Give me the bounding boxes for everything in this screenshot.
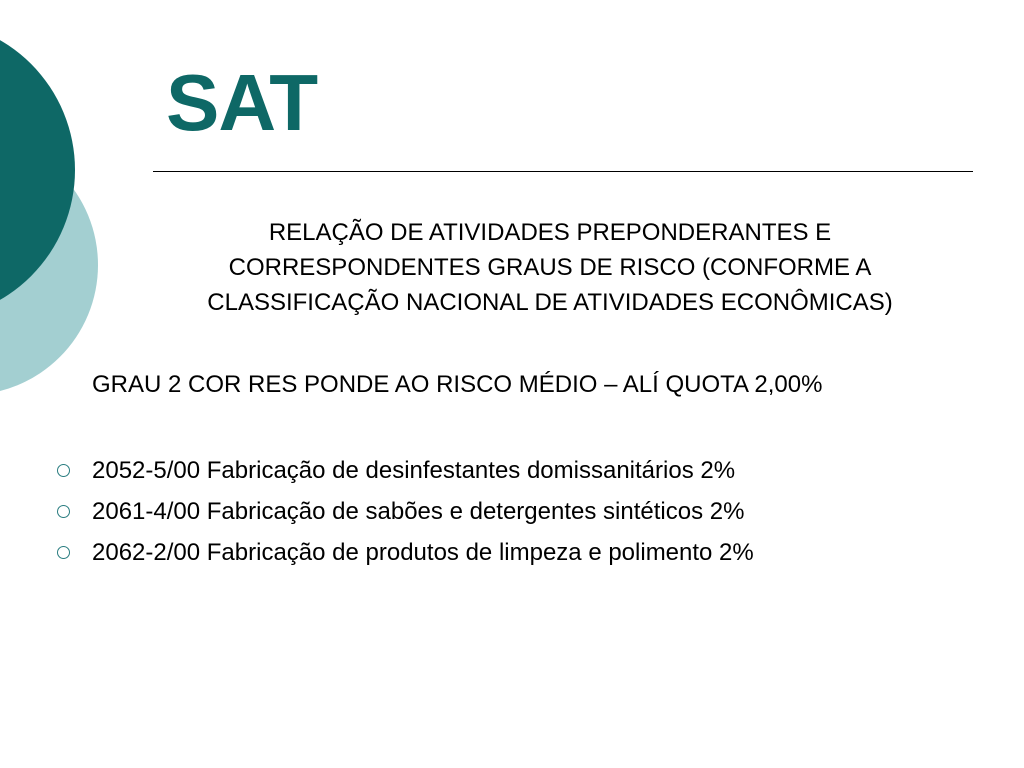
list-item [55, 450, 754, 491]
list-item-text: 2052-5/00 Fabricação de desinfestantes domissanitários 2% [92, 456, 736, 484]
slide-title: SAT [166, 58, 318, 147]
list-item-text: 2061-4/00 Fabricação de sabões e detergentes sintéticos 2% [92, 497, 745, 525]
list-item [55, 532, 754, 573]
slide-subtitle [120, 215, 980, 320]
list-item [55, 491, 754, 532]
subtitle-line-3: CLASSIFICAÇÃO NACIONAL DE ATIVIDADES ECONÔMICAS) [207, 289, 893, 316]
decorative-circles [0, 0, 110, 400]
subtitle-line-2: CORRESPONDENTES GRAUS DE RISCO (CONFORME A [228, 254, 872, 281]
risk-grade-text: GRAU 2 COR RES PONDE AO RISCO MÉDIO – ALÍ QUOTA 2,00% [92, 371, 823, 398]
hollow-circle-bullet-icon [57, 505, 70, 518]
list-item-text: 2062-2/00 Fabricação de produtos de limpeza e polimento 2% [92, 538, 754, 566]
title-divider [153, 171, 973, 172]
hollow-circle-bullet-icon [57, 546, 70, 559]
subtitle-line-1: RELAÇÃO DE ATIVIDADES PREPONDERANTES E [268, 219, 832, 246]
hollow-circle-bullet-icon [57, 464, 70, 477]
activity-list [55, 450, 754, 573]
